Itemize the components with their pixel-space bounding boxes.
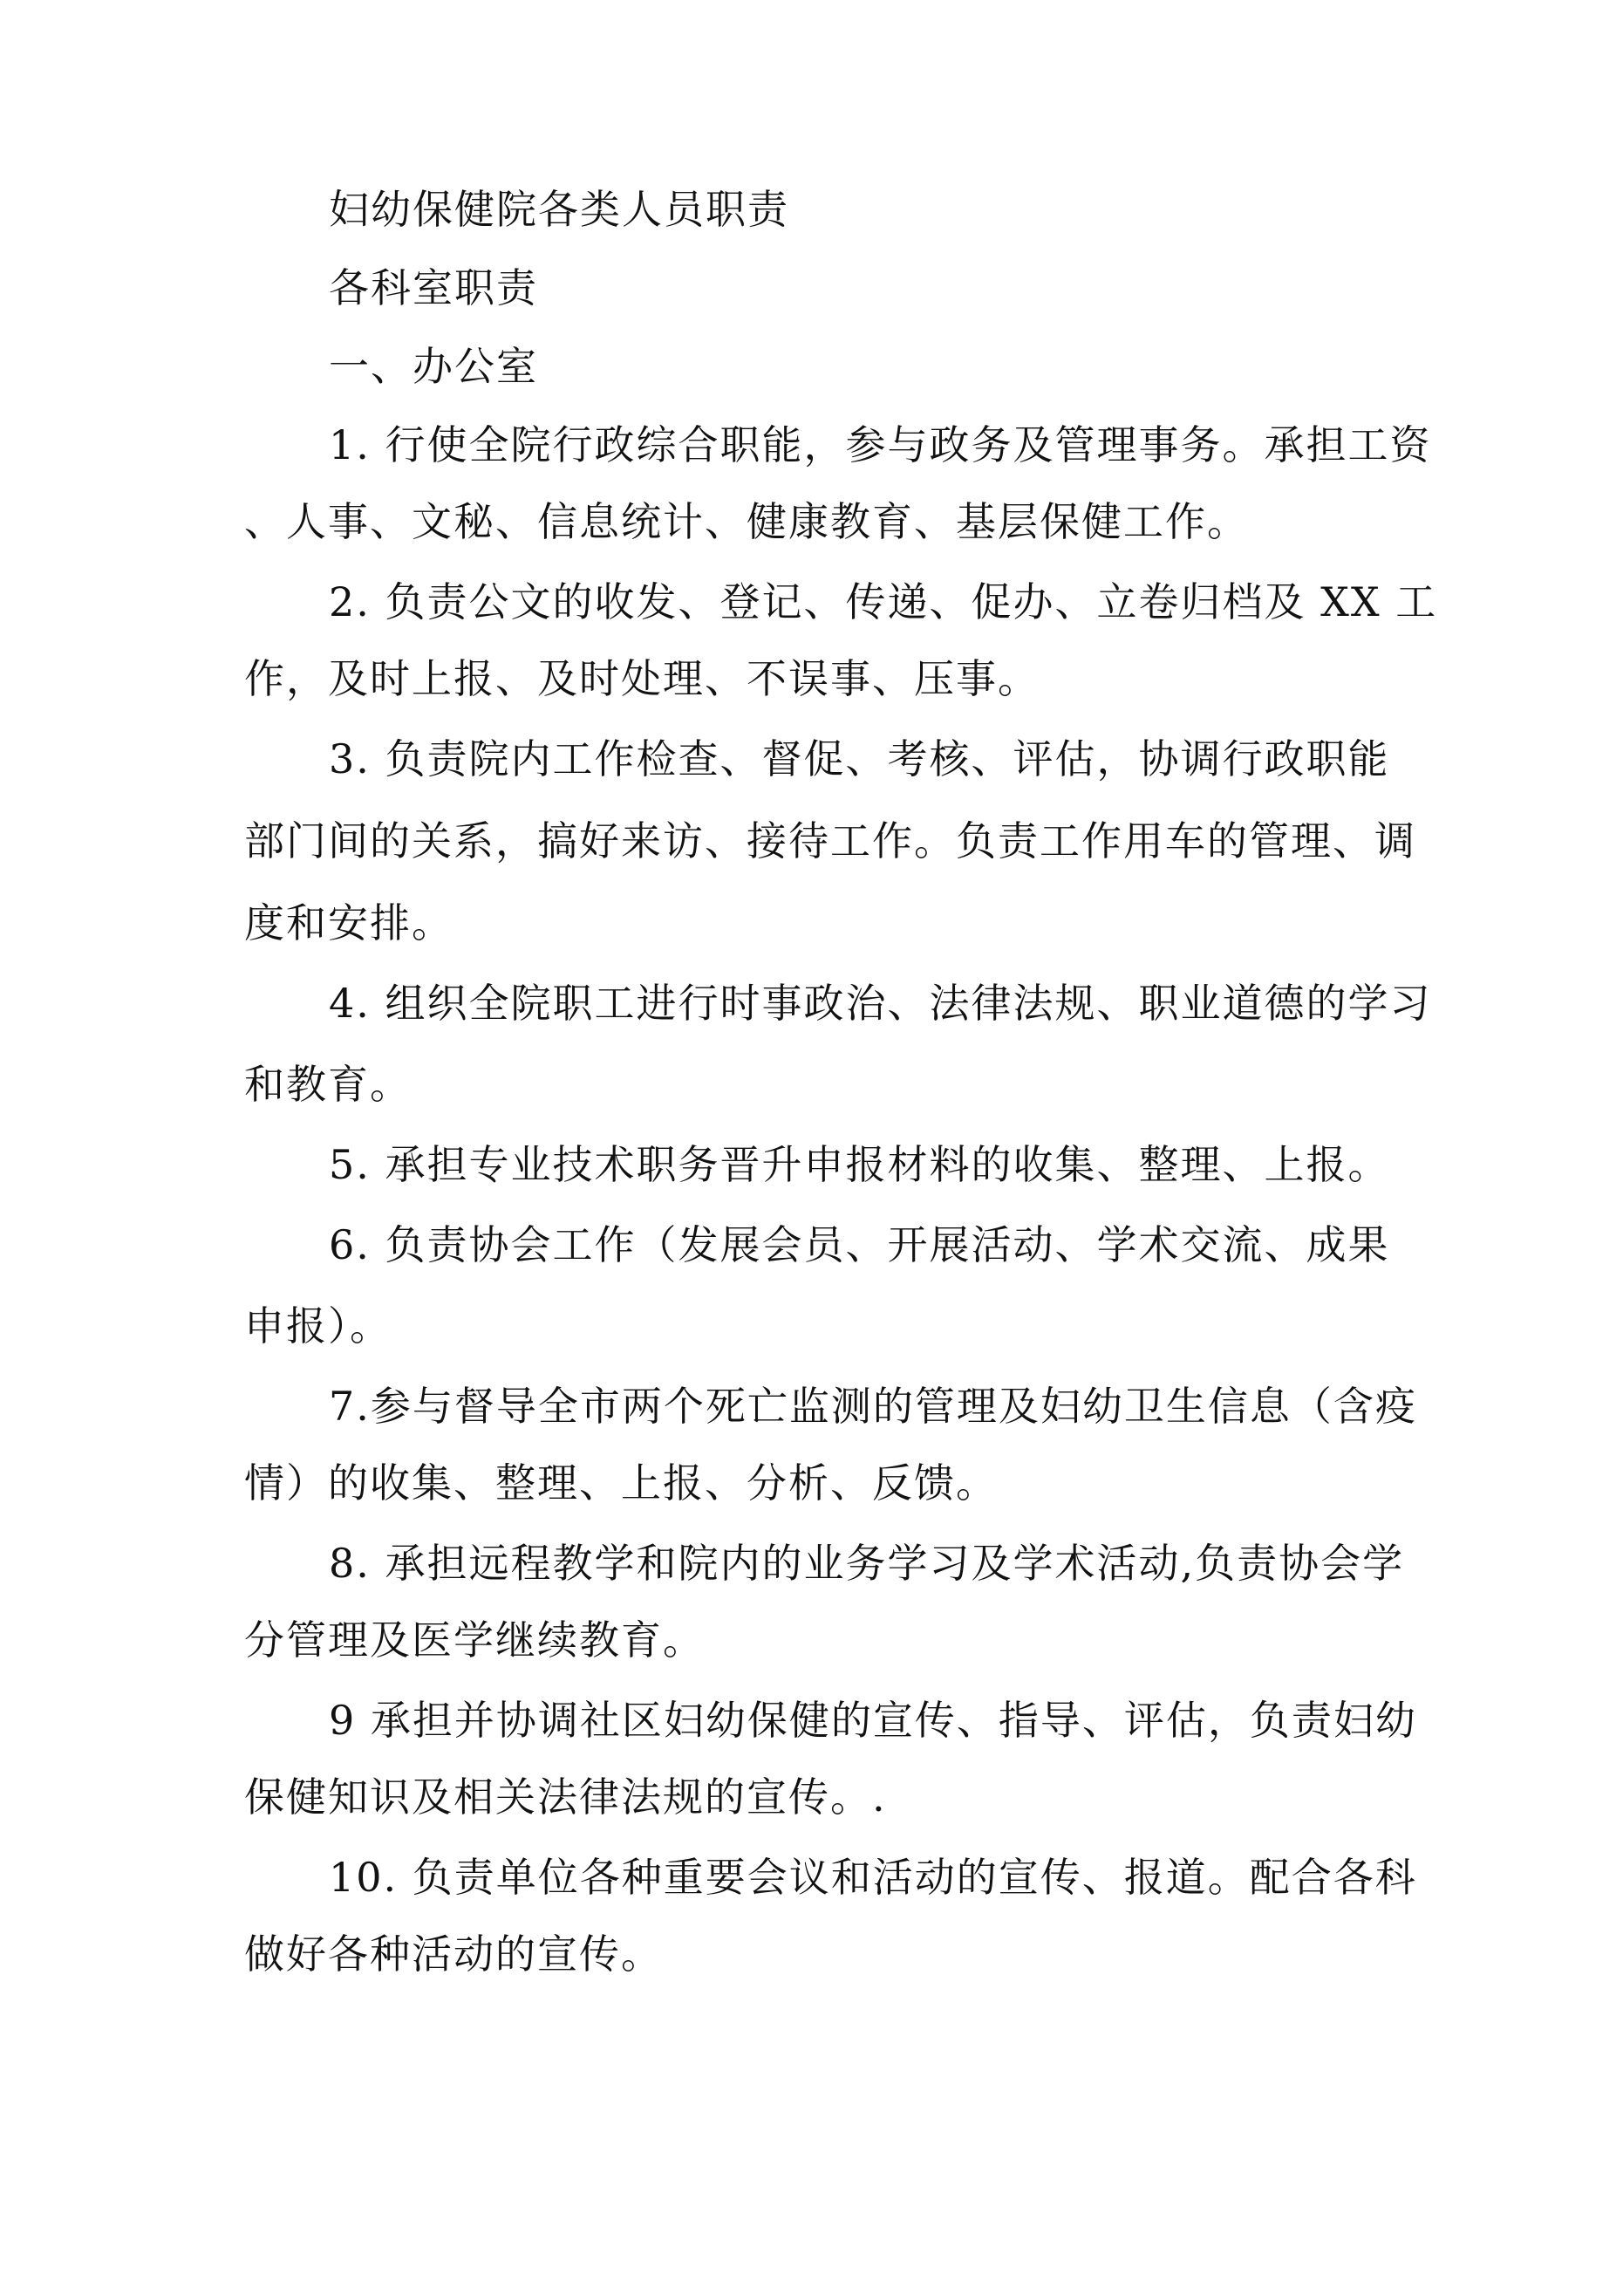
paragraph-line: 3. 负责院内工作检查、督促、考核、评估，协调行政职能 [329, 735, 1390, 782]
document-subtitle: 各科室职责 [329, 264, 538, 311]
paragraph-line: 8. 承担远程教学和院内的业务学习及学术活动,负责协会学 [329, 1540, 1405, 1587]
document-body [244, 183, 1438, 2008]
paragraph-1 [244, 419, 1432, 548]
paragraph-line: 分管理及医学继续教育。 [244, 1616, 705, 1664]
paragraph-line: 作，及时上报、及时处理、不误事、压事。 [244, 655, 1040, 702]
paragraph-5 [244, 1138, 1395, 1191]
paragraph-7 [244, 1380, 1417, 1509]
paragraph-line: 5. 承担专业技术职务晋升申报材料的收集、整理、上报。 [329, 1141, 1390, 1188]
paragraph-line: 2. 负责公文的收发、登记、传递、促办、立卷归档及 XX 工 [329, 578, 1438, 625]
document-title: 妇幼保健院各类人员职责 [329, 186, 789, 233]
paragraph-line: 申报）。 [244, 1302, 392, 1350]
paragraph-line: 度和安排。 [244, 899, 453, 946]
paragraph-line: 10. 负责单位各种重要会议和活动的宣传、报道。配合各科 [329, 1854, 1417, 1901]
paragraph-9 [244, 1694, 1417, 1823]
paragraph-line: 1. 行使全院行政综合职能，参与政务及管理事务。承担工资 [329, 421, 1432, 468]
paragraph-line: 9 承担并协调社区妇幼保健的宣传、指导、评估，负责妇幼 [329, 1697, 1417, 1744]
paragraph-6 [244, 1219, 1395, 1352]
section-heading: 一、办公室 [329, 343, 538, 390]
paragraph-line: 部门间的关系，搞好来访、接待工作。负责工作用车的管理、调 [244, 817, 1416, 864]
paragraph-line: 和教育。 [244, 1061, 412, 1108]
paragraph-line: 情）的收集、整理、上报、分析、反馈。 [244, 1459, 998, 1507]
paragraph-8 [244, 1537, 1405, 1666]
paragraph-line: 、人事、文秘、信息统计、健康教育、基层保健工作。 [244, 498, 1249, 545]
paragraph-3 [244, 733, 1416, 949]
paragraph-line: 6. 负责协会工作（发展会员、开展活动、学术交流、成果 [329, 1221, 1390, 1268]
paragraph-10 [244, 1851, 1417, 1980]
paragraph-2 [244, 576, 1438, 705]
paragraph-4 [244, 977, 1432, 1110]
paragraph-line: 4. 组织全院职工进行时事政治、法律法规、职业道德的学习 [329, 980, 1432, 1027]
paragraph-line: 保健知识及相关法律法规的宣传。. [244, 1773, 887, 1821]
paragraph-line: 做好各种活动的宣传。 [244, 1930, 663, 1978]
paragraph-line: 7.参与督导全市两个死亡监测的管理及妇幼卫生信息（含疫 [329, 1383, 1417, 1430]
